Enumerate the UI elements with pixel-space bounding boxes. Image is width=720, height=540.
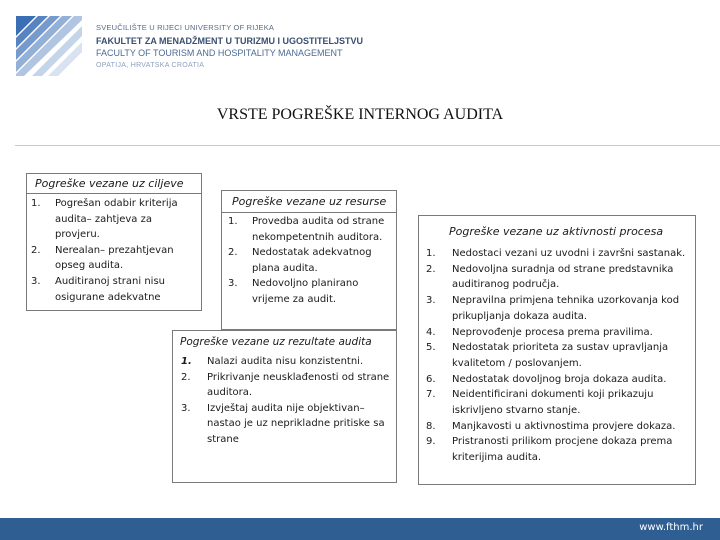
box-heading: Pogreške vezane uz rezultate audita <box>180 336 372 348</box>
list-item <box>31 274 197 305</box>
list-item-number: 2. <box>31 244 41 256</box>
list-item-number: 3. <box>181 402 191 414</box>
university-logo <box>14 14 84 78</box>
list-item-text: Nedovoljno planirano vrijeme za audit. <box>252 278 359 305</box>
list-item-text: Pogrešan odabir kriterija audita– zahtjeva za provjeru. <box>55 198 178 241</box>
list-item-number: 7. <box>426 389 436 401</box>
list-item-number: 2. <box>426 263 436 275</box>
list-item <box>426 434 691 465</box>
institution-header <box>96 22 363 72</box>
list-item-text: Auditiranoj strani nisu osigurane adekvatne <box>55 275 165 303</box>
page-title: VRSTE POGREŠKE INTERNOG AUDITA <box>216 106 504 123</box>
list-item-text: Provedba audita od strane nekompetentnih auditora. <box>252 216 385 243</box>
list-item-text: Manjkavosti u aktivnostima provjere dokaza. <box>452 420 676 432</box>
process-errors-list <box>419 246 695 466</box>
results-errors-list <box>173 354 396 448</box>
list-item-number: 5. <box>426 342 436 354</box>
list-item-number: 1. <box>228 216 238 227</box>
footer-website-link[interactable]: www.fthm.hr <box>639 522 703 533</box>
list-item-number: 4. <box>426 326 436 338</box>
list-item-number: 3. <box>31 275 41 287</box>
objectives-errors-box <box>26 173 202 311</box>
box-heading: Pogreške vezane uz resurse <box>232 195 387 208</box>
list-item <box>181 370 390 401</box>
list-item-number: 3. <box>426 295 436 307</box>
list-item-number: 6. <box>426 373 436 385</box>
footer-bar <box>0 518 720 540</box>
list-item-number: 2. <box>228 247 238 259</box>
list-item-number: 8. <box>426 420 436 432</box>
list-item <box>426 387 691 418</box>
list-item <box>426 325 691 341</box>
resources-errors-box <box>221 190 397 330</box>
list-item-text: Pristranosti prilikom procjene dokaza prema kriterijima audita. <box>452 436 673 464</box>
list-item <box>426 246 691 262</box>
list-item-number: 9. <box>426 436 436 448</box>
list-item-number: 3. <box>228 278 238 290</box>
list-item <box>228 276 392 307</box>
box-heading: Pogreške vezane uz aktivnosti procesa <box>449 225 664 238</box>
objectives-errors-list <box>27 194 201 305</box>
list-item <box>426 262 691 293</box>
results-errors-box <box>172 330 397 483</box>
list-item <box>228 245 392 276</box>
process-errors-box <box>418 215 696 485</box>
list-item-text: Nedostaci vezani uz uvodni i završni sastanak. <box>452 248 686 259</box>
list-item-text: Prikrivanje neusklađenosti od strane auditora. <box>207 371 390 399</box>
list-item-text: Nerealan– prezahtjevan opseg audita. <box>55 244 174 272</box>
list-item <box>31 243 197 274</box>
faculty-location: OPATIJA, HRVATSKA CROATIA <box>96 61 205 69</box>
list-item-text: Neprovođenje procesa prema pravilima. <box>452 326 653 338</box>
list-item-text: Neidentificirani dokumenti koji prikazuju iskrivljeno stvarno stanje. <box>452 389 654 417</box>
list-item-text: Nedostatak dovoljnog broja dokaza audita. <box>452 373 667 385</box>
list-item-text: Nedostatak prioriteta za sustav upravljanja kvalitetom / poslovanjem. <box>452 342 669 369</box>
faculty-name-hr: FAKULTET ZA MENADŽMENT U TURIZMU I UGOSTITELJSTVU <box>96 35 363 46</box>
faculty-name-en: FACULTY OF TOURISM AND HOSPITALITY MANAGEMENT <box>96 48 343 58</box>
list-item <box>426 293 691 324</box>
list-item-number: 1. <box>31 198 41 209</box>
list-item-text: Nedostatak adekvatnog plana audita. <box>252 247 372 274</box>
list-item <box>228 214 392 245</box>
list-item <box>426 340 691 371</box>
list-item-number: 2. <box>181 371 191 383</box>
list-item-text: Nepravilna primjena tehnika uzorkovanja kod prikupljanja dokaza audita. <box>452 295 680 322</box>
list-item-number: 1. <box>181 356 192 367</box>
list-item-text: Nalazi audita nisu konzistentni. <box>207 356 364 367</box>
list-item-text: Izvještaj audita nije objektivan– nastao je uz neprikladne pritiske sa strane <box>207 402 385 445</box>
list-item-number: 1. <box>426 248 436 259</box>
title-divider <box>15 145 720 146</box>
list-item <box>31 196 197 243</box>
list-item <box>181 401 390 448</box>
list-item <box>181 354 390 370</box>
list-item <box>426 419 691 435</box>
list-item-text: Nedovoljna suradnja od strane predstavnika auditiranog područja. <box>452 263 674 291</box>
list-item <box>426 372 691 388</box>
university-name: SVEUČILIŠTE U RIJECI UNIVERSITY OF RIJEKA <box>96 23 275 32</box>
box-heading: Pogreške vezane uz ciljeve <box>35 177 184 190</box>
resources-errors-list <box>222 213 396 308</box>
